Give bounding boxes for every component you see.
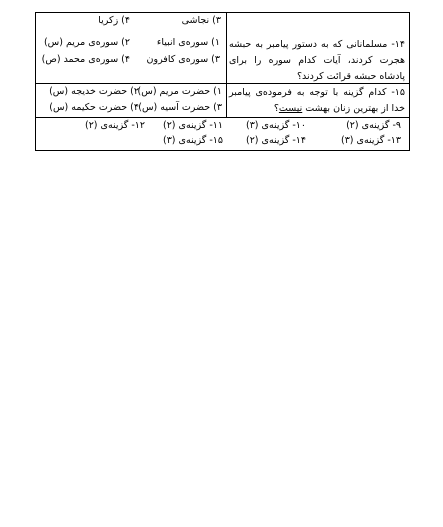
question-15-text-main: ۱۵- کدام گزینه با توجه به فرموده‌ی پیامبر خدا از بهترین زنان بهشت — [229, 87, 405, 114]
answer-12: ۱۲- گزینه‌ی (۲) — [84, 120, 145, 131]
q14-option-3: ۳) سوره‌ی کافرون — [146, 54, 220, 65]
column-divider — [226, 12, 227, 118]
q14-option-4: ۴) سوره‌ی محمد (ص) — [41, 54, 130, 65]
table-top-border — [35, 12, 410, 13]
answer-14: ۱۴- گزینه‌ی (۲) — [245, 135, 306, 146]
q14-option-1: ۱) سوره‌ی انبیاء — [156, 37, 220, 48]
question-15-text-end: ؟ — [273, 103, 279, 114]
q13-option-3: ۳) نجاشی — [181, 15, 221, 26]
answer-10: ۱۰- گزینه‌ی (۳) — [245, 120, 306, 131]
table-right-border — [409, 12, 410, 151]
answer-13: ۱۳- گزینه‌ی (۳) — [340, 135, 401, 146]
answer-11: ۱۱- گزینه‌ی (۲) — [162, 120, 223, 131]
q14-option-2: ۲) سوره‌ی مریم (س) — [43, 37, 130, 48]
q15-option-4: ۴) حضرت حکیمه (س) — [49, 102, 139, 113]
answer-15: ۱۵- گزینه‌ی (۳) — [162, 135, 223, 146]
table-bottom-border — [35, 150, 410, 151]
table-left-border — [35, 12, 36, 151]
question-15-text — [229, 85, 405, 117]
answer-sheet-table — [35, 12, 410, 152]
question-15-underlined-word: نیست — [278, 103, 303, 114]
row-divider — [35, 117, 410, 118]
answer-9: ۹- گزینه‌ی (۲) — [346, 120, 401, 131]
q13-option-4: ۴) زکریا — [98, 15, 130, 26]
q15-option-3: ۳) حضرت آسیه (س) — [138, 102, 222, 113]
q15-option-2: ۲) حضرت خدیجه (س) — [49, 86, 139, 97]
q15-option-1: ۱) حضرت مریم (س) — [137, 86, 222, 97]
question-14-text: ۱۴- مسلمانانی که به دستور پیامبر به حبشه هجرت کردند، آیات کدام سوره را برای پادشاه حبشه قرائت کردند؟ — [229, 39, 405, 82]
